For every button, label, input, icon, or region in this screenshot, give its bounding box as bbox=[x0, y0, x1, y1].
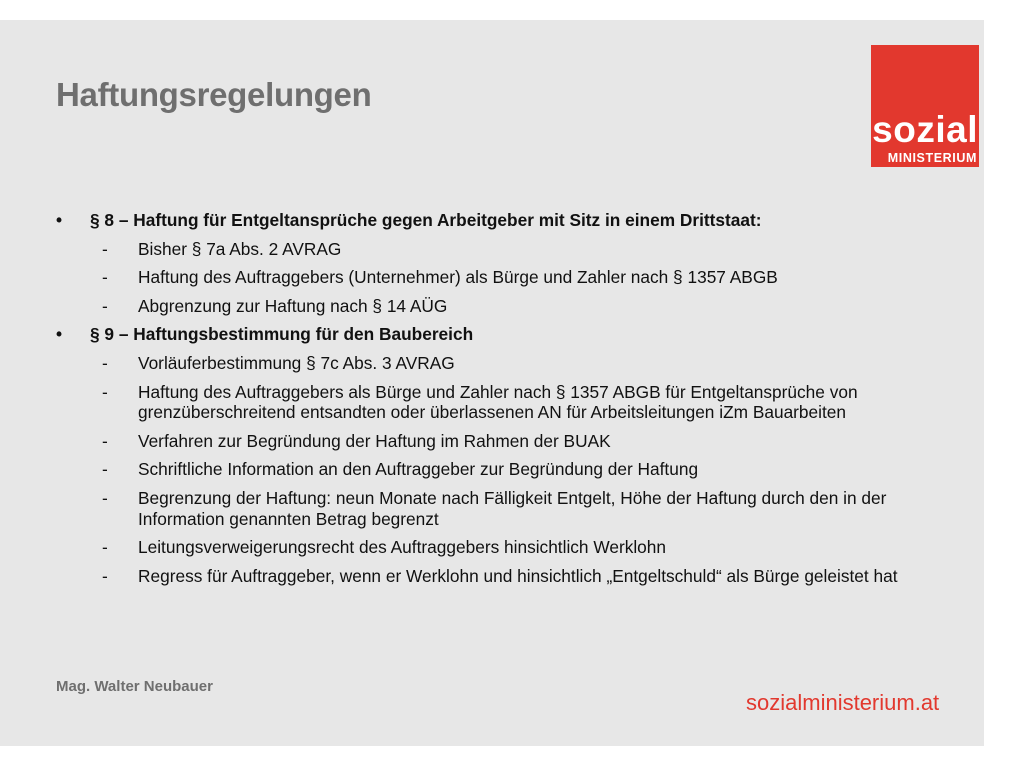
dash-icon: - bbox=[102, 238, 108, 259]
list-item bbox=[56, 267, 976, 288]
list-item-text: Begrenzung der Haftung: neun Monate nach Fälligkeit Entgelt, Höhe der Haftung durch den in der Information genannten Betrag begrenzt bbox=[138, 487, 887, 529]
list-item bbox=[56, 566, 976, 587]
dash-icon: - bbox=[102, 487, 108, 508]
slide bbox=[0, 20, 984, 746]
list-item bbox=[56, 431, 976, 452]
logo-word: sozial bbox=[872, 109, 978, 150]
list-item-text: Leitungsverweigerungsrecht des Auftraggebers hinsichtlich Werklohn bbox=[138, 537, 667, 558]
section-heading bbox=[56, 324, 976, 345]
list-item-text: Schriftliche Information an den Auftraggeber zur Begründung der Haftung bbox=[138, 459, 699, 480]
list-item bbox=[56, 537, 976, 558]
list-item-text: Regress für Auftraggeber, wenn er Werklohn und hinsichtlich „Entgeltschuld“ als Bürge geleistet hat bbox=[138, 565, 898, 586]
section-heading bbox=[56, 210, 976, 231]
section-heading-text: § 9 – Haftungsbestimmung für den Baubereich bbox=[90, 324, 474, 345]
dash-icon: - bbox=[102, 459, 108, 480]
logo-subtitle: MINISTERIUM bbox=[887, 151, 977, 165]
list-item-text: Abgrenzung zur Haftung nach § 14 AÜG bbox=[138, 295, 448, 316]
dash-icon: - bbox=[102, 537, 108, 558]
dash-icon: - bbox=[102, 267, 108, 288]
dash-icon: - bbox=[102, 352, 108, 373]
list-item bbox=[56, 488, 976, 529]
dash-icon: - bbox=[102, 381, 108, 402]
footer-author: Mag. Walter Neubauer bbox=[56, 678, 213, 695]
list-item bbox=[56, 239, 976, 260]
list-item-text: Verfahren zur Begründung der Haftung im Rahmen der BUAK bbox=[138, 430, 611, 451]
list-item bbox=[56, 296, 976, 317]
list-item bbox=[56, 459, 976, 480]
sozialministerium-logo bbox=[871, 45, 979, 167]
dash-icon: - bbox=[102, 295, 108, 316]
list-item-text: Vorläuferbestimmung § 7c Abs. 3 AVRAG bbox=[138, 352, 455, 373]
dash-icon: - bbox=[102, 565, 108, 586]
list-item-text: Haftung des Auftraggebers (Unternehmer) als Bürge und Zahler nach § 1357 ABGB bbox=[138, 267, 778, 288]
section-heading-text: § 8 – Haftung für Entgeltansprüche gegen Arbeitgeber mit Sitz in einem Drittstaat: bbox=[90, 210, 762, 230]
slide-title: Haftungsregelungen bbox=[56, 76, 372, 113]
list-item bbox=[56, 353, 976, 374]
list-item bbox=[56, 382, 976, 423]
dash-icon: - bbox=[102, 430, 108, 451]
footer-website-link[interactable]: sozialministerium.at bbox=[746, 690, 940, 715]
bullet-icon: • bbox=[56, 324, 63, 345]
slide-content bbox=[56, 210, 976, 594]
bullet-icon: • bbox=[56, 210, 63, 230]
list-item-text: Bisher § 7a Abs. 2 AVRAG bbox=[138, 238, 342, 259]
list-item-text: Haftung des Auftraggebers als Bürge und Zahler nach § 1357 ABGB für Entgeltansprüche von grenzüberschreitend entsandten oder überlassenen AN für Arbeitsleitungen iZm Bauarbeiten bbox=[138, 381, 858, 423]
